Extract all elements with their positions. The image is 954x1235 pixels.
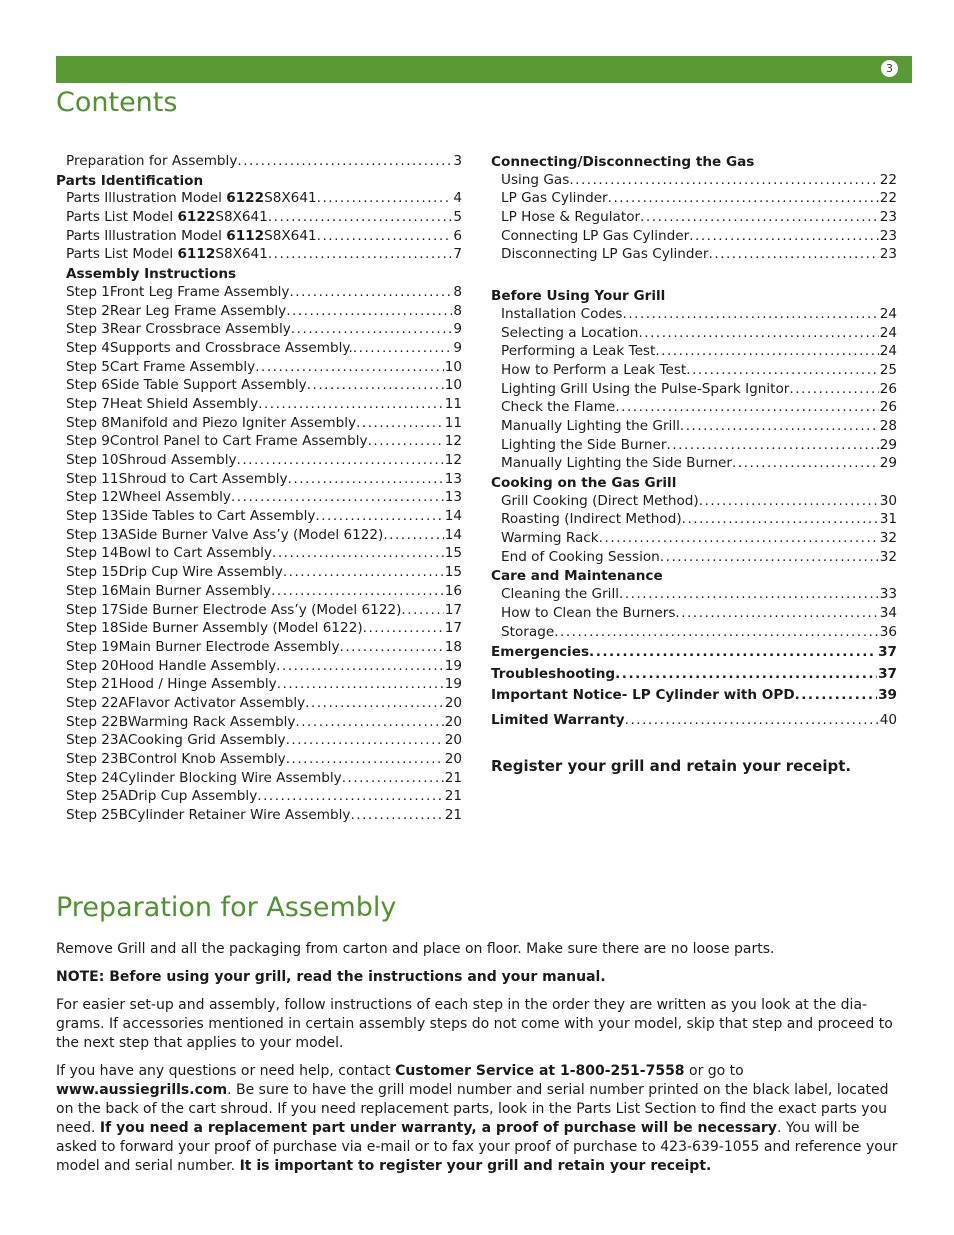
toc-entry[interactable] — [56, 340, 462, 359]
entry-page: 20 — [444, 732, 462, 749]
entry-page: 10 — [444, 358, 462, 375]
step-number: Step 22A — [66, 694, 128, 711]
toc-entry[interactable] — [501, 549, 897, 568]
toc-entry[interactable] — [56, 321, 462, 340]
toc-entry[interactable] — [56, 770, 462, 789]
toc-entry[interactable] — [501, 493, 897, 512]
entry-label: Important Notice- LP Cylinder with OPD — [491, 687, 795, 704]
entry-label: Troubleshooting — [491, 665, 616, 682]
toc-entry[interactable] — [501, 605, 897, 624]
toc-entry[interactable] — [491, 687, 897, 709]
toc-entry[interactable] — [56, 714, 462, 733]
care-entries — [491, 586, 897, 642]
toc-right-column — [491, 153, 897, 730]
entry-label: Manually Lighting the Grill — [501, 417, 680, 434]
toc-entry[interactable] — [501, 399, 897, 418]
entry-label: Lighting the Side Burner — [501, 436, 667, 453]
contents-title: Contents — [56, 87, 178, 118]
entry-page: 22 — [879, 171, 897, 188]
toc-entry[interactable] — [501, 624, 897, 643]
entry-label: LP Hose & Regulator — [501, 209, 641, 226]
entry-page: 23 — [879, 246, 897, 263]
entry-label: Side Burner Valve Ass’y (Model 6122) — [127, 526, 384, 543]
entry-page: 24 — [879, 343, 897, 360]
prep-title: Preparation for Assembly — [56, 892, 397, 923]
step-number: Step 24 — [66, 769, 119, 786]
entry-page: 26 — [879, 399, 897, 416]
toc-entry[interactable] — [501, 455, 897, 474]
toc-entry[interactable] — [501, 381, 897, 400]
entry-page: 32 — [879, 548, 897, 565]
toc-entry[interactable] — [56, 489, 462, 508]
entry-page: 15 — [444, 564, 462, 581]
entry-page: 26 — [879, 380, 897, 397]
entry-label: Cooking Grid Assembly — [127, 732, 286, 749]
entry-label: Warming Rack Assembly — [127, 713, 296, 730]
prep-paragraph: Remove Grill and all the packaging from carton and place on floor. Make sure there are no loose parts. — [56, 941, 775, 957]
entry-label: Shroud to Cart Assembly — [118, 470, 288, 487]
toc-entry[interactable] — [501, 511, 897, 530]
entry-label: Cart Frame Assembly — [109, 358, 256, 375]
toc-entry[interactable] — [56, 676, 462, 695]
entry-label: Rear Leg Frame Assembly — [109, 302, 287, 319]
entry-label: Cylinder Blocking Wire Assembly — [118, 769, 342, 786]
prep-note: NOTE: Before using your grill, read the instructions and your manual. — [56, 969, 606, 985]
entry-page: 13 — [444, 489, 462, 506]
entry-page: 10 — [444, 377, 462, 394]
toc-entry[interactable] — [501, 325, 897, 344]
entry-page: 11 — [444, 395, 462, 412]
entry-label: Main Burner Assembly — [118, 582, 272, 599]
step-number: Step 13A — [66, 526, 128, 543]
toc-entry[interactable] — [501, 190, 897, 209]
toc-entry[interactable] — [56, 602, 462, 621]
toc-entry[interactable] — [501, 172, 897, 191]
step-number: Step 5 — [66, 358, 110, 375]
entry-page: 18 — [444, 638, 462, 655]
prep-body — [56, 940, 898, 1185]
toc-entry[interactable] — [56, 564, 462, 583]
entry-page: 36 — [879, 623, 897, 640]
entry-page: 25 — [879, 361, 897, 378]
step-number: Step 2 — [66, 302, 110, 319]
step-number: Step 15 — [66, 564, 119, 581]
entry-label: Cleaning the Grill — [501, 586, 620, 603]
toc-entry[interactable] — [56, 658, 462, 677]
step-number: Step 14 — [66, 545, 119, 562]
entry-label: Side Burner Electrode Ass’y (Model 6122) — [118, 601, 402, 618]
toc-entry[interactable] — [56, 583, 462, 602]
entry-page: 9 — [453, 339, 462, 356]
entry-label: How to Clean the Burners — [501, 604, 676, 621]
prep-paragraph: If you have any questions or need help, contact Customer Service at 1-800-251-7558 or go to www.aussiegrills.com. Be sure to have the grill model number and serial number printed on the black label, located on the back of the cart shroud. If you need replacement parts, look in the Parts List Section to find the exact parts you need. If you need a replacement part under warranty, a proof of purchase will be necessary. You will be asked to forward your proof of purchase via e-mail or to fax your proof of purchase to 423-639-1055 and reference your model and serial number. It is important to register your grill and retain your receipt. — [56, 1063, 898, 1174]
entry-page: 21 — [444, 807, 462, 824]
entry-label: Drip Cup Assembly — [127, 788, 258, 805]
assembly-steps-list — [56, 284, 462, 826]
entry-page: 33 — [879, 586, 897, 603]
toc-entry[interactable] — [501, 530, 897, 549]
toc-entry[interactable]: Preparation for Assembly ..... 3 — [56, 153, 462, 172]
toc-entry[interactable] — [56, 732, 462, 751]
step-number: Step 4 — [66, 339, 110, 356]
entry-page: 32 — [879, 530, 897, 547]
entry-page: 34 — [879, 604, 897, 621]
toc-entry[interactable] — [56, 284, 462, 303]
entry-label: Manifold and Piezo Igniter Assembly — [109, 414, 357, 431]
entry-label: Flavor Activator Assembly — [127, 694, 306, 711]
step-number: Step 23B — [66, 751, 128, 767]
entry-page: 14 — [444, 526, 462, 543]
step-number: Step 19 — [66, 638, 119, 655]
step-number: Step 10 — [66, 452, 119, 468]
toc-entry[interactable] — [56, 415, 462, 434]
entry-page: 14 — [444, 508, 462, 525]
entry-page: 21 — [444, 769, 462, 786]
toc-entry[interactable] — [501, 228, 897, 247]
toc-entry[interactable] — [56, 508, 462, 527]
step-number: Step 25B — [66, 807, 128, 824]
entry-label: Shroud Assembly — [118, 452, 237, 468]
before-entries — [491, 306, 897, 474]
bold-entries — [491, 644, 897, 709]
entry-label: Hood / Hinge Assembly — [118, 676, 277, 693]
step-number: Step 17 — [66, 601, 119, 618]
entry-page: 24 — [879, 305, 897, 322]
entry-label: Side Table Support Assembly — [109, 377, 307, 394]
step-number: Step 13 — [66, 508, 119, 525]
entry-page: 17 — [444, 601, 462, 618]
entry-page: 11 — [444, 414, 462, 431]
toc-entry[interactable] — [501, 343, 897, 362]
entry-page: 21 — [444, 788, 462, 805]
entry-label: Storage — [501, 623, 555, 640]
step-number: Step 20 — [66, 657, 119, 674]
entry-page: 29 — [879, 436, 897, 453]
step-number: Step 23A — [66, 732, 128, 749]
toc-entry[interactable] — [501, 437, 897, 456]
entry-page: 23 — [879, 209, 897, 226]
toc-entry[interactable] — [56, 695, 462, 714]
entry-label: Disconnecting LP Gas Cylinder — [501, 246, 709, 263]
section-heading: Care and Maintenance — [491, 568, 663, 585]
entry-page: 12 — [444, 433, 462, 450]
entry-label: Check the Flame — [501, 399, 616, 416]
step-number: Step 12 — [66, 489, 119, 506]
entry-page: 8 — [453, 302, 462, 319]
toc-entry[interactable] — [56, 377, 462, 396]
step-number: Step 1 — [66, 283, 110, 300]
toc-entry[interactable] — [56, 396, 462, 415]
entry-label: How to Perform a Leak Test — [501, 361, 687, 378]
entry-page: 37 — [878, 665, 897, 682]
entry-label: Heat Shield Assembly — [109, 395, 259, 412]
section-heading: Connecting/Disconnecting the Gas — [491, 154, 755, 170]
entry-label: Bowl to Cart Assembly — [118, 545, 272, 562]
toc-left-column — [56, 153, 462, 826]
entry-label: Grill Cooking (Direct Method) — [501, 492, 699, 509]
toc-entry[interactable] — [501, 362, 897, 381]
section-heading: Assembly Instructions — [66, 266, 237, 283]
entry-page: 17 — [444, 620, 462, 637]
section-heading: Parts Identification — [56, 172, 204, 189]
entry-page: 19 — [444, 657, 462, 674]
step-number: Step 3 — [66, 321, 110, 338]
toc-entry[interactable] — [56, 527, 462, 546]
step-number: Step 18 — [66, 620, 119, 637]
entry-label: Performing a Leak Test — [501, 343, 656, 360]
toc-entry[interactable] — [56, 788, 462, 807]
entry-label: Side Burner Assembly (Model 6122) — [118, 620, 363, 637]
section-heading: Cooking on the Gas Grill — [491, 475, 677, 491]
toc-entry[interactable] — [56, 359, 462, 378]
step-number: Step 7 — [66, 395, 110, 412]
toc-entry[interactable] — [56, 303, 462, 322]
step-number: Step 25A — [66, 788, 128, 805]
toc-entry[interactable] — [501, 418, 897, 437]
toc-entry[interactable] — [491, 666, 897, 688]
toc-entry[interactable] — [56, 751, 462, 770]
toc-entry[interactable]: Parts List Model 6122S8X641 ..... 5 — [56, 209, 462, 228]
toc-entry[interactable] — [56, 452, 462, 471]
toc-entry[interactable] — [501, 586, 897, 605]
entry-page: 37 — [878, 644, 897, 661]
entry-label: Side Tables to Cart Assembly — [118, 508, 316, 525]
entry-page: 29 — [879, 455, 897, 472]
toc-entry[interactable] — [56, 620, 462, 639]
step-number: Step 16 — [66, 582, 119, 599]
toc-entry[interactable] — [56, 545, 462, 564]
entry-label: Roasting (Indirect Method) — [501, 511, 682, 528]
entry-page: 13 — [444, 470, 462, 487]
entry-page: 24 — [879, 324, 897, 341]
register-note: Register your grill and retain your receipt. — [491, 757, 852, 775]
entry-label: Manually Lighting the Side Burner — [501, 455, 733, 472]
section-heading: Before Using Your Grill — [491, 288, 666, 305]
entry-page: 22 — [879, 190, 897, 207]
step-number: Step 8 — [66, 414, 110, 431]
entry-page: 15 — [444, 545, 462, 562]
entry-page: 9 — [453, 321, 462, 338]
toc-entry[interactable]: Limited Warranty ..... 40 — [491, 712, 897, 731]
entry-label: Supports and Crossbrace Assembly. — [109, 339, 353, 356]
step-number: Step 21 — [66, 676, 119, 693]
prep-paragraph: For easier set-up and assembly, follow instructions of each step in the order they are written as you look at the dia-grams. If accessories mentioned in certain assembly steps do not come with your model, skip that step and proceed to the next step that applies to your model. — [56, 997, 893, 1051]
toc-entry[interactable] — [56, 639, 462, 658]
entry-label: Installation Codes — [501, 305, 623, 322]
entry-label: Selecting a Location — [501, 324, 639, 341]
entry-page: 31 — [879, 511, 897, 528]
entry-page: 19 — [444, 676, 462, 693]
toc-entry[interactable] — [491, 644, 897, 666]
entry-label: Using Gas — [501, 171, 570, 188]
entry-label: Hood Handle Assembly — [118, 657, 277, 674]
entry-label: Cylinder Retainer Wire Assembly — [127, 807, 351, 824]
entry-label: Connecting LP Gas Cylinder — [501, 227, 690, 244]
entry-label: Emergencies — [491, 644, 590, 661]
step-number: Step 6 — [66, 377, 110, 394]
entry-label: Warming Rack — [501, 530, 599, 547]
entry-label: Drip Cup Wire Assembly — [118, 564, 283, 581]
step-number: Step 9 — [66, 433, 110, 450]
toc-entry[interactable] — [501, 246, 897, 265]
entry-page: 12 — [444, 452, 462, 468]
entry-page: 20 — [444, 751, 462, 767]
entry-page: 28 — [879, 417, 897, 434]
step-number: Step 11 — [66, 470, 119, 487]
entry-label: Wheel Assembly — [118, 489, 231, 506]
toc-entry[interactable] — [501, 306, 897, 325]
toc-entry[interactable]: Parts Illustration Model 6112S8X641 ..... 6 — [56, 228, 462, 247]
toc-entry[interactable]: Parts List Model 6112S8X641 ..... 7 — [56, 246, 462, 265]
entry-label: Front Leg Frame Assembly — [109, 283, 290, 300]
entry-label: LP Gas Cylinder — [501, 190, 608, 207]
step-number: Step 22B — [66, 713, 128, 730]
entry-page: 39 — [878, 687, 897, 704]
entry-label: Main Burner Electrode Assembly — [118, 638, 340, 655]
gas-entries — [491, 172, 897, 265]
page-number: 3 — [881, 60, 898, 77]
entry-page: 30 — [879, 492, 897, 509]
entry-label: Rear Crossbrace Assembly — [109, 321, 291, 338]
entry-page: 8 — [453, 283, 462, 300]
cooking-entries — [491, 493, 897, 568]
entry-label: Control Panel to Cart Frame Assembly — [109, 433, 368, 450]
entry-label: End of Cooking Session — [501, 548, 660, 565]
toc-entry[interactable] — [501, 209, 897, 228]
entry-label: Lighting Grill Using the Pulse-Spark Ignitor — [501, 380, 790, 397]
entry-page: 20 — [444, 694, 462, 711]
toc-entry[interactable] — [56, 807, 462, 826]
entry-label: Control Knob Assembly — [127, 751, 286, 767]
entry-page: 23 — [879, 227, 897, 244]
toc-entry[interactable] — [56, 471, 462, 490]
entry-page: 16 — [444, 582, 462, 599]
entry-page: 20 — [444, 713, 462, 730]
toc-entry[interactable]: Parts Illustration Model 6122S8X641 ..... 4 — [56, 190, 462, 209]
toc-entry[interactable] — [56, 433, 462, 452]
header-bar — [56, 56, 912, 83]
